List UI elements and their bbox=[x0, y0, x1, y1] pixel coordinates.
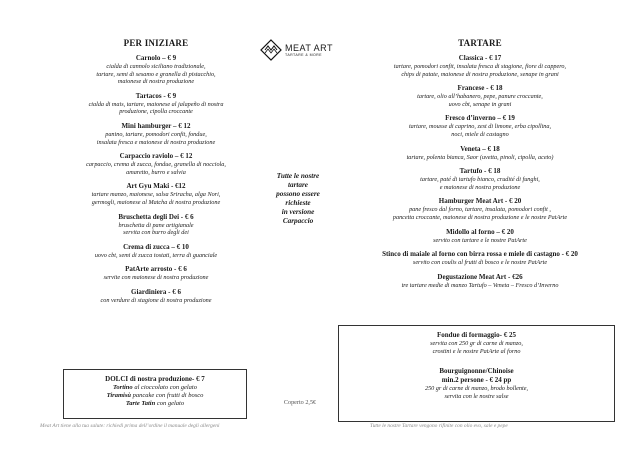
tartare-column bbox=[340, 38, 620, 295]
menu-item bbox=[40, 182, 272, 206]
menu-item-description: tartare, semi di sesamo e granella di pistacchio, bbox=[96, 70, 216, 78]
menu-item-description: servita con le nostre salse bbox=[444, 392, 509, 400]
menu-item-description: crostini e le nostre PatArte al forno bbox=[432, 347, 521, 355]
menu-item-description: noci, miele di castagno bbox=[451, 130, 509, 138]
menu-item bbox=[40, 152, 272, 176]
allergen-footer-note: Meat Art tiene alla tua salute: richiedi prima dell’ordine il manuale degli allergeni bbox=[40, 423, 220, 429]
menu-item-name: Bruschetta degli Dei - € 6 bbox=[118, 212, 194, 221]
menu-item-description: servita con 250 gr di carne di manzo, bbox=[430, 340, 523, 347]
menu-item bbox=[40, 288, 272, 305]
menu-item bbox=[340, 197, 620, 221]
menu-item-name: Fondue di formaggio- € 25 bbox=[437, 331, 516, 339]
menu-item-name: Tartufo - € 18 bbox=[459, 167, 501, 176]
menu-item-name: Art Gyu Maki - €12 bbox=[126, 182, 186, 191]
menu-item-description: tartare, olio all’habanero, pepe, panure croccante, bbox=[417, 93, 543, 101]
cover-charge: Coperto 2,5€ bbox=[283, 399, 317, 406]
menu-item bbox=[340, 145, 620, 162]
menu-item-description: 250 gr di carne di manzo, brodo bollente, bbox=[424, 385, 529, 393]
menu-item-description: carpaccio, crema di zucca, fondue, granella di nocciola, bbox=[86, 161, 226, 169]
menu-item-description: servito con coulis al frutti di bosco e le nostre PatArte bbox=[412, 259, 548, 267]
menu-item-description: tartare, polenta bianca, Saor (uvetta, pinoli, cipolla, aceto) bbox=[406, 153, 554, 161]
menu-item-name: PatArte arrosto - € 6 bbox=[125, 265, 187, 274]
dessert-item bbox=[64, 392, 246, 400]
menu-item-description: servito con tartare e le nostre PatArte bbox=[433, 236, 527, 244]
carpaccio-note-line: in versione bbox=[281, 208, 315, 216]
menu-item-name: Midollo al forno – € 20 bbox=[446, 227, 514, 236]
carpaccio-note bbox=[258, 172, 338, 226]
tartare-footer-note: Tutte le nostre Tartare vengono rifinite con olio evo, sale e pepe bbox=[370, 423, 508, 429]
menu-item-subtitle: min.2 persone - € 24 pp bbox=[441, 376, 512, 385]
menu-item-description: maionese di nostra produzione bbox=[117, 78, 195, 86]
dessert-description: con gelato bbox=[155, 400, 185, 408]
menu-item bbox=[340, 167, 620, 191]
menu-item-name: Carnolo – € 9 bbox=[135, 54, 177, 62]
starters-column bbox=[40, 38, 272, 311]
menu-item-name: Veneta – € 18 bbox=[460, 144, 500, 153]
menu-item-description: con verdure di stagione di nostra produzione bbox=[100, 296, 212, 304]
menu-item bbox=[340, 114, 620, 138]
menu-item bbox=[340, 54, 620, 78]
starters-list bbox=[40, 54, 272, 305]
menu-item-description: servite con maionese di nostra produzione bbox=[103, 274, 209, 282]
menu-item bbox=[340, 273, 620, 290]
menu-item-description: panino, tartare, pomodori confit, fondue, bbox=[105, 130, 207, 138]
menu-item bbox=[40, 92, 272, 116]
menu-item-description: insalata fresca e maionese di nostra produzione bbox=[96, 138, 216, 146]
menu-item-description: tartare manzo, maionese, salsa Sriracha, alga Nori, bbox=[91, 191, 221, 199]
carpaccio-note-line: possono essere bbox=[276, 190, 320, 198]
menu-item bbox=[340, 84, 620, 108]
dessert-description: al cioccolato con gelato bbox=[132, 384, 197, 391]
menu-item-name: Degustazione Meat Art - €26 bbox=[437, 272, 523, 281]
menu-item bbox=[40, 122, 272, 146]
menu-item-name: Bourguignonne/Chinoise bbox=[439, 367, 514, 376]
starters-title: PER INIZIARE bbox=[123, 38, 189, 48]
dessert-name: Tiramisù bbox=[106, 392, 131, 400]
menu-item bbox=[40, 54, 272, 86]
desserts-title: DOLCI di nostra produzione- € 7 bbox=[105, 375, 205, 383]
menu-item-description: chips di patate, maionese di nostra produzione, senape in grani bbox=[401, 70, 559, 78]
menu-item-description: bruschetta di pane artigianale bbox=[118, 221, 194, 229]
menu-item bbox=[40, 213, 272, 237]
menu-item-description: cialda di mais, tartare, maionese al jalapeño di nostra bbox=[88, 100, 224, 108]
menu-item bbox=[40, 265, 272, 282]
menu-item-name: Fresco d’inverno – € 19 bbox=[445, 114, 515, 123]
meat-art-logo bbox=[260, 37, 340, 63]
menu-item-name: Tartacos - € 9 bbox=[135, 91, 177, 100]
dessert-description: pancake con frutti di bosco bbox=[130, 392, 204, 400]
fondue-box bbox=[338, 325, 615, 422]
menu-item-description: pancetta croccante, maionese di nostra produzione e le nostre PatArte bbox=[392, 213, 568, 221]
menu-item-description: tartare, paté di tartufo bianco, crudité di funghi, bbox=[420, 176, 540, 184]
menu-item-name: Carpaccio raviolo – € 12 bbox=[119, 152, 193, 161]
menu-item-name: Hamburger Meat Art - € 20 bbox=[438, 197, 522, 206]
menu-item-description: e maionese di nostra produzione bbox=[439, 183, 521, 191]
logo-title: MEAT ART bbox=[285, 43, 334, 53]
desserts-list bbox=[64, 384, 246, 409]
menu-item-name: Francese - € 18 bbox=[457, 84, 503, 93]
menu-item-description: produzione, cipolla croccante bbox=[119, 108, 193, 116]
menu-item-description: tre tartare medie di manzo Tartufo – Veneta – Fresco d’Inverno bbox=[401, 281, 559, 289]
menu-item bbox=[340, 228, 620, 245]
dessert-item bbox=[64, 400, 246, 408]
menu-item-description: servita con burro degli dei bbox=[123, 229, 189, 237]
menu-item-description: cialda di cannolo siciliano tradizionale, bbox=[106, 63, 206, 70]
dessert-item bbox=[64, 384, 246, 392]
menu-item-description: uovo cbt, semi di zucca tostati, terra di guanciale bbox=[94, 251, 218, 259]
carpaccio-note-line: richieste bbox=[285, 199, 311, 207]
menu-item-description: amaretto, burro e salvia bbox=[126, 168, 186, 176]
menu-item bbox=[40, 243, 272, 260]
menu-item-description: germogli, maionese al Matcha di nostra produzione bbox=[91, 198, 221, 206]
menu-item-name: Crema di zucca – € 10 bbox=[123, 242, 189, 251]
tartare-title: TARTARE bbox=[458, 38, 502, 48]
menu-item bbox=[340, 250, 620, 267]
carpaccio-note-line: tartare bbox=[288, 181, 308, 189]
desserts-box bbox=[63, 369, 247, 419]
menu-item bbox=[339, 367, 614, 400]
carpaccio-note-line: Tutte le nostre bbox=[276, 172, 320, 180]
menu-item-description: tartare, mousse di caprino, zest di limone, erba cipollina, bbox=[408, 123, 552, 131]
menu-item-description: pane fresco dal forno, tartare, insalata, pomodori confit , bbox=[409, 206, 551, 214]
logo-diamond-icon bbox=[260, 39, 282, 61]
menu-item-name: Giardiniera - € 6 bbox=[131, 287, 181, 296]
carpaccio-note-line: Carpaccio bbox=[282, 217, 314, 225]
dessert-name: Tortino bbox=[113, 384, 133, 391]
logo-subtitle: TARTARE & MORE bbox=[285, 53, 322, 57]
fondue-list bbox=[339, 331, 614, 400]
menu-item bbox=[339, 331, 614, 355]
menu-item-description: uovo cbt, senape in grani bbox=[448, 100, 512, 108]
menu-item-name: Stinco di maiale al forno con birra rossa e miele di castagno - € 20 bbox=[382, 250, 578, 259]
dessert-name: Tarte Tatin bbox=[125, 400, 156, 408]
menu-item-name: Mini hamburger – € 12 bbox=[121, 121, 191, 130]
menu-item-name: Classica - € 17 bbox=[458, 54, 502, 62]
menu-item-description: tartare, pomodori confit, insalata fresca di stagione, fiore di cappero, bbox=[393, 63, 567, 70]
tartare-list bbox=[340, 54, 620, 289]
